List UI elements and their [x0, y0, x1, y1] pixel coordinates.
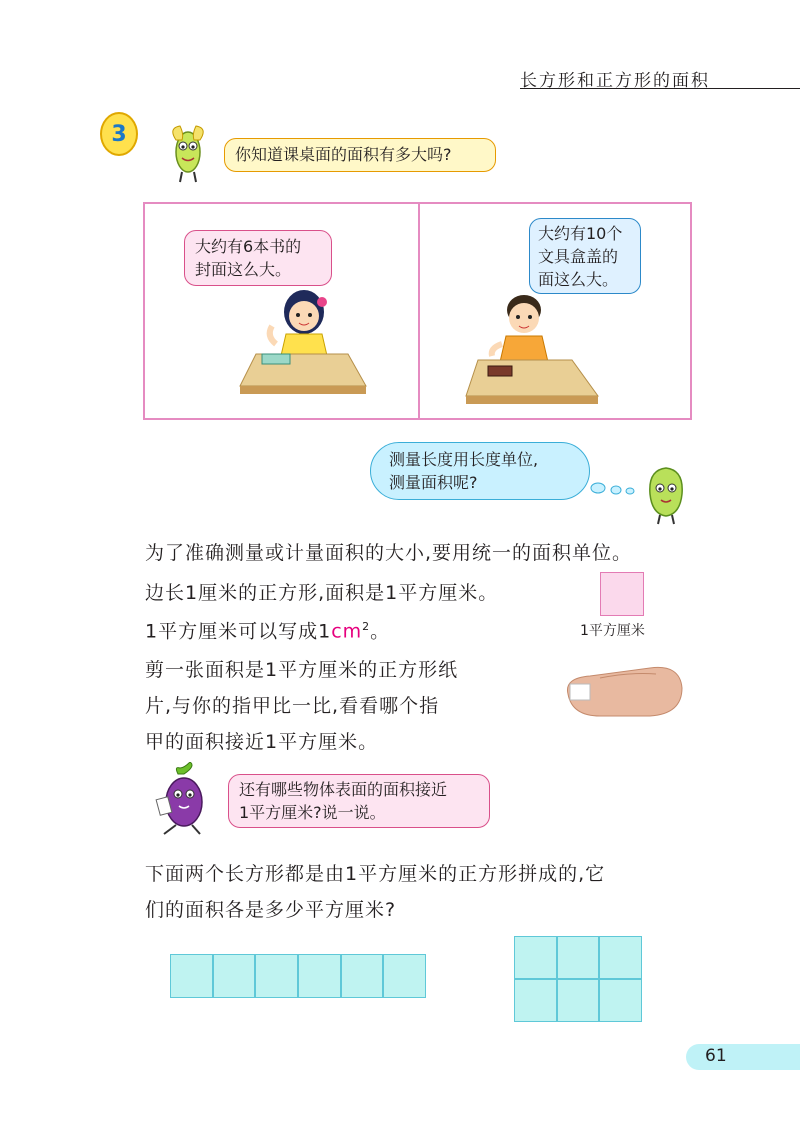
paragraph-line: 剪一张面积是1平方厘米的正方形纸: [145, 659, 459, 681]
girl-speech-bubble: [184, 230, 332, 286]
unit-square: [255, 954, 298, 998]
thought-cloud: [370, 442, 590, 500]
girl-bubble-line: 大约有6本书的: [195, 237, 302, 256]
header-rule: [520, 88, 800, 89]
unit-square: [170, 954, 213, 998]
fingernail-hand-photo: [560, 654, 684, 718]
frame-divider: [418, 202, 420, 420]
paragraph-line: 甲的面积接近1平方厘米。: [145, 731, 379, 753]
unit-square: [599, 979, 642, 1022]
thought-line: 测量长度用长度单位,: [389, 450, 539, 469]
paragraph-line: 片,与你的指甲比一比,看看哪个指: [145, 695, 440, 717]
boy-bubble-line: 文具盒盖的: [538, 247, 619, 266]
page-number-tab: [686, 1044, 800, 1070]
unit-square: [514, 979, 557, 1022]
boy-bubble-line: 大约有10个: [538, 224, 623, 243]
unit-square: [213, 954, 256, 998]
question-text: 你知道课桌面的面积有多大吗?: [235, 145, 452, 164]
unit-exponent: 2: [362, 620, 371, 633]
boy-speech-bubble: [529, 218, 641, 294]
thought-dots-icon: [590, 478, 640, 498]
pepper-mascot-icon: [636, 460, 696, 526]
one-square-cm-sample: [600, 572, 644, 616]
girl-bubble-line: 封面这么大。: [195, 260, 292, 279]
unit-square: [298, 954, 341, 998]
paragraph-fingernail-compare: [145, 652, 458, 760]
paragraph-square-cm-notation: [145, 612, 390, 646]
unit-square: [557, 936, 600, 979]
unit-cm: cm: [331, 620, 363, 643]
eggplant-speech-bubble: [228, 774, 490, 828]
question-bubble: [224, 138, 496, 172]
eggplant-mascot-icon: [144, 762, 222, 836]
unit-square: [341, 954, 384, 998]
unit-square: [514, 936, 557, 979]
square-cm-caption: 1平方厘米: [580, 623, 645, 639]
boy-bubble-line: 面这么大。: [538, 270, 619, 289]
rectangle-2x3: [514, 936, 642, 1022]
notation-period: 。: [370, 620, 391, 643]
paragraph-square-cm-definition: 边长1厘米的正方形,面积是1平方厘米。: [145, 582, 499, 604]
boy-with-pencil-box-illustration: [462, 286, 612, 412]
page-number: 61: [705, 1046, 727, 1066]
eggplant-bubble-line: 还有哪些物体表面的面积接近: [239, 780, 448, 799]
unit-square: [557, 979, 600, 1022]
notation-text: 1平方厘米可以写成1: [145, 620, 332, 643]
eggplant-bubble-line: 1平方厘米?说一说。: [239, 803, 386, 822]
example-number-badge: 3: [100, 112, 138, 156]
paragraph-area-unit: 为了准确测量或计量面积的大小,要用统一的面积单位。: [145, 542, 633, 564]
unit-square: [383, 954, 426, 998]
corn-mascot-icon: [158, 120, 218, 184]
chapter-title: 长方形和正方形的面积: [520, 71, 710, 91]
girl-with-books-illustration: [236, 282, 396, 412]
thought-line: 测量面积呢?: [389, 473, 478, 492]
paragraph-rectangle-question: [145, 856, 605, 928]
paragraph-line: 下面两个长方形都是由1平方厘米的正方形拼成的,它: [145, 863, 606, 885]
paragraph-line: 们的面积各是多少平方厘米?: [145, 899, 397, 921]
rectangle-1x6: [170, 954, 426, 998]
unit-square: [599, 936, 642, 979]
